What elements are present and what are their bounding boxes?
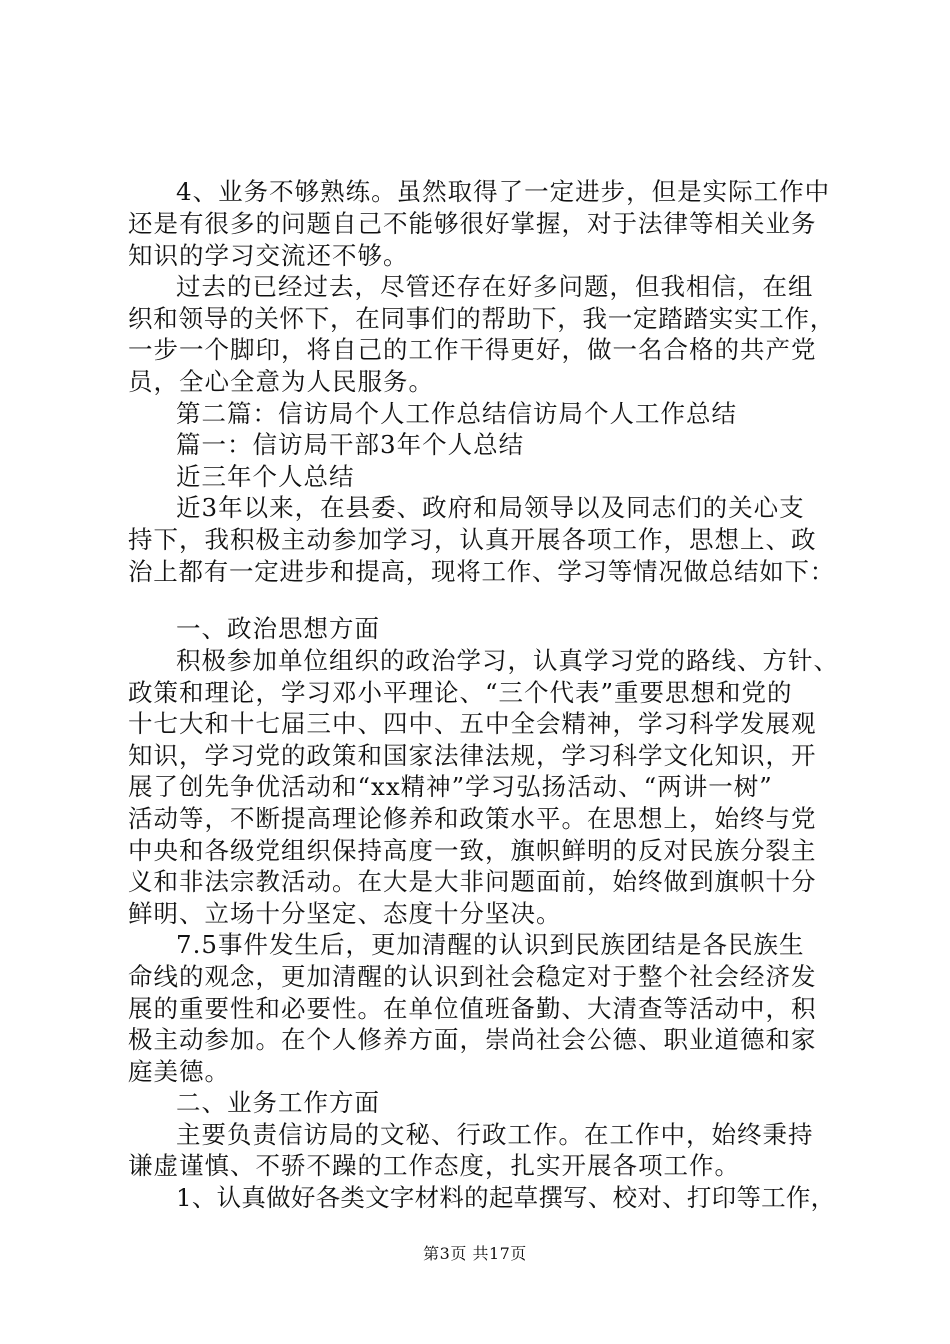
page-footer: 第3页 共17页 xyxy=(423,1244,527,1263)
text-line: 庭美德。 xyxy=(128,1057,230,1086)
text-line: 积极参加单位组织的政治学习，认真学习党的路线、方针、 xyxy=(176,646,839,675)
text-line: 政策和理论，学习邓小平理论、“三个代表”重要思想和党的 xyxy=(128,678,793,707)
text-line: 一步一个脚印，将自己的工作干得更好，做一名合格的共产党 xyxy=(128,335,817,364)
text-line: 鲜明、立场十分坚定、态度十分坚决。 xyxy=(128,899,562,928)
text-line: 极主动参加。在个人修养方面，崇尚社会公德、职业道德和家 xyxy=(128,1025,817,1054)
text-line: 中央和各级党组织保持高度一致，旗帜鲜明的反对民族分裂主 xyxy=(128,836,817,865)
text-line: 知识，学习党的政策和国家法律法规，学习科学文化知识，开 xyxy=(128,741,817,770)
section-heading: 一、政治思想方面 xyxy=(176,614,380,643)
text-line: 治上都有一定进步和提高，现将工作、学习等情况做总结如下： xyxy=(128,557,835,586)
text-line: 过去的已经过去，尽管还存在好多问题，但我相信，在组 xyxy=(176,272,814,301)
text-line: 命线的观念，更加清醒的认识到社会稳定对于整个社会经济发 xyxy=(128,962,817,991)
text-line: 十七大和十七届三中、四中、五中全会精神，学习科学发展观 xyxy=(128,709,817,738)
text-line: 持下，我积极主动参加学习，认真开展各项工作，思想上、政 xyxy=(128,525,817,554)
text-line: 主要负责信访局的文秘、行政工作。在工作中，始终秉持 xyxy=(176,1120,814,1149)
text-line: 展了创先争优活动和“xx精神”学习弘扬活动、“两讲一树” xyxy=(128,772,773,801)
text-line: 织和领导的关怀下，在同事们的帮助下，我一定踏踏实实工作， xyxy=(128,304,835,333)
text-line: 展的重要性和必要性。在单位值班备勤、大清查等活动中，积 xyxy=(128,994,817,1023)
text-line: 谦虚谨慎、不骄不躁的工作态度，扎实开展各项工作。 xyxy=(128,1151,740,1180)
section-heading: 近三年个人总结 xyxy=(176,462,355,491)
text-line: 7.5事件发生后，更加清醒的认识到民族团结是各民族生 xyxy=(176,930,805,959)
text-line: 1、认真做好各类文字材料的起草撰写、校对、打印等工作， xyxy=(176,1183,836,1212)
section-heading: 第二篇：信访局个人工作总结信访局个人工作总结 xyxy=(176,399,737,428)
text-line: 近3年以来，在县委、政府和局领导以及同志们的关心支 xyxy=(176,493,805,522)
text-line: 员，全心全意为人民服务。 xyxy=(128,367,434,396)
text-line: 知识的学习交流还不够。 xyxy=(128,241,409,270)
text-line: 4、业务不够熟练。虽然取得了一定进步，但是实际工作中 xyxy=(176,177,831,206)
text-line: 活动等，不断提高理论修养和政策水平。在思想上，始终与党 xyxy=(128,804,817,833)
text-line: 义和非法宗教活动。在大是大非问题面前，始终做到旗帜十分 xyxy=(128,867,817,896)
text-line: 还是有很多的问题自己不能够很好掌握，对于法律等相关业务 xyxy=(128,209,817,238)
section-heading: 二、业务工作方面 xyxy=(176,1088,380,1117)
section-heading: 篇一：信访局干部3年个人总结 xyxy=(176,430,525,459)
